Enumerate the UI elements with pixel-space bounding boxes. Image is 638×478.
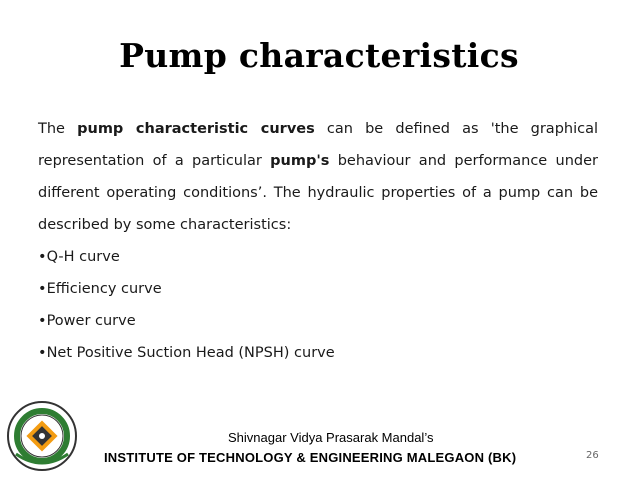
slide-number: 26 [586,450,599,461]
slide-title: Pump characteristics [119,36,519,75]
list-item: • Q-H curve [38,241,598,273]
intro-bold-1: pump characteristic curves [77,121,315,137]
list-item: • Net Positive Suction Head (NPSH) curve [38,337,598,369]
intro-text-1: The [38,121,78,137]
characteristics-list [38,241,598,369]
list-item: • Power curve [38,305,598,337]
intro-paragraph [38,113,598,241]
intro-text-3: behaviour and performance under different operating conditions’. The hydraulic properties of a pump can be described by some characteristics: [38,153,598,233]
institute-name: INSTITUTE OF TECHNOLOGY & ENGINEERING MALEGAON (BK) [104,450,517,465]
intro-text-2: can be defined as 'the graphical representation of a particular [38,121,599,169]
list-item: • Efficiency curve [38,273,598,305]
intro-bold-2: pump's [270,153,330,169]
org-subtitle: Shivnagar Vidya Prasarak Mandal’s [228,430,434,445]
slide-body [38,113,598,369]
institute-logo-icon [6,400,78,472]
